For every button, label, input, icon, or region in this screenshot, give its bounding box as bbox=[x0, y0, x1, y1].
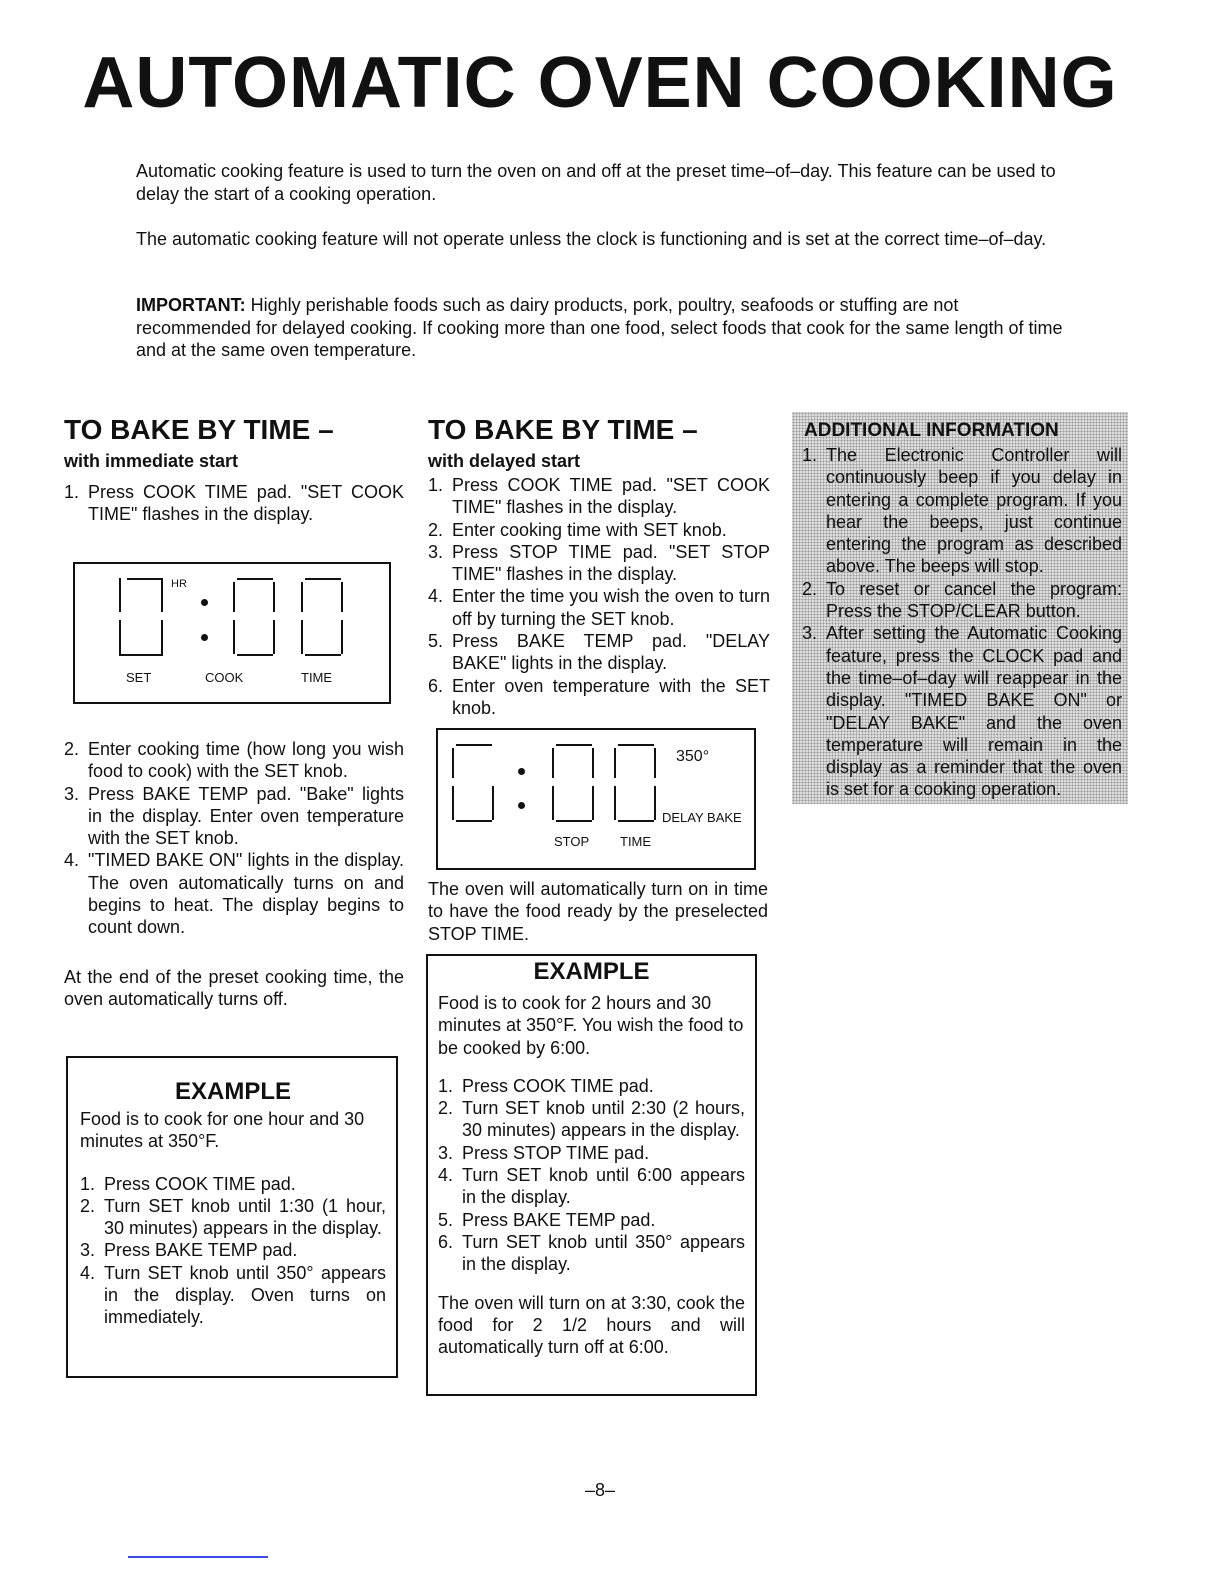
step-text: Press BAKE TEMP pad. bbox=[104, 1240, 298, 1261]
list-item bbox=[428, 541, 770, 586]
display-label-set: SET bbox=[126, 670, 152, 685]
colon-dot bbox=[518, 802, 525, 809]
display-label-stop: STOP bbox=[554, 834, 590, 849]
item-text: To reset or cancel the program: Press the STOP/CLEAR button. bbox=[826, 578, 1122, 622]
display-segment bbox=[301, 620, 303, 654]
item-text: The Electronic Controller will continuously beep if you delay in entering a complete program. If you hear the beeps, just continue entering the program as described above. The beeps will stop. bbox=[826, 445, 1122, 577]
delay-bake-label: DELAY BAKE bbox=[662, 810, 742, 825]
list-item bbox=[64, 849, 404, 938]
display-label-time: TIME bbox=[620, 834, 652, 849]
list-item bbox=[438, 1075, 745, 1097]
display-segment bbox=[654, 748, 656, 778]
display-segment bbox=[127, 578, 163, 580]
additional-information-panel bbox=[792, 412, 1128, 804]
item-text: After setting the Automatic Cooking feature, press the CLOCK pad and the time–of–day will reappear in the display. "TIMED BAKE ON" or "DELAY BAKE" and the oven temperature will remain in the display as a reminder that the oven is set for a cooking operation. bbox=[826, 623, 1122, 800]
list-item bbox=[428, 630, 770, 675]
step-number: 6. bbox=[428, 675, 444, 696]
temperature-label: 350° bbox=[676, 748, 710, 765]
display-segment bbox=[456, 820, 492, 822]
step-number: 3. bbox=[428, 541, 444, 562]
display-segment bbox=[119, 654, 163, 656]
display-segment bbox=[614, 786, 616, 820]
important-text: Highly perishable foods such as dairy products, pork, poultry, seafoods or stuffing are not recommended for delayed cooking. If cooking more than one food, select foods that cook for the same length of time and at the same oven temperature. bbox=[136, 295, 1063, 360]
display-segment bbox=[305, 654, 341, 656]
display-segment bbox=[237, 654, 273, 656]
item-number: 1. bbox=[802, 445, 818, 465]
list-item bbox=[428, 675, 770, 720]
step-number: 4. bbox=[428, 586, 444, 607]
display-segment bbox=[273, 582, 275, 612]
list-item bbox=[80, 1239, 386, 1261]
list-item bbox=[64, 783, 404, 850]
intro-paragraph-1: Automatic cooking feature is used to turn the oven on and off at the preset time–of–day. This feature can be used to delay the start of a cooking operation. bbox=[136, 161, 1056, 204]
important-label: IMPORTANT: bbox=[136, 295, 246, 315]
list-item bbox=[802, 578, 1122, 623]
display-segment bbox=[273, 620, 275, 654]
step-number: 1. bbox=[428, 475, 444, 495]
display-segment bbox=[618, 744, 654, 746]
step-text: "TIMED BAKE ON" lights in the display. The oven automatically turns on and begins to heat. The display begins to count down. bbox=[88, 850, 404, 938]
step-text: Press STOP TIME pad. "SET STOP TIME" flashes in the display. bbox=[452, 541, 770, 585]
delayed-heading: TO BAKE BY TIME – bbox=[428, 414, 698, 445]
important-paragraph bbox=[136, 294, 1076, 362]
step-text: Press BAKE TEMP pad. "Bake" lights in the display. Enter oven temperature with the SET knob. bbox=[88, 783, 404, 849]
list-item bbox=[80, 1262, 386, 1329]
delayed-example-box bbox=[426, 954, 757, 1396]
display-segment bbox=[552, 748, 554, 778]
immediate-steps-list bbox=[64, 738, 404, 939]
immediate-end-note: At the end of the preset cooking time, the oven automatically turns off. bbox=[64, 967, 404, 1010]
display-segment bbox=[492, 786, 494, 820]
list-item bbox=[438, 1231, 745, 1276]
step-number: 5. bbox=[428, 631, 444, 652]
step-text: Enter oven temperature with the SET knob. bbox=[452, 675, 770, 718]
example-intro: Food is to cook for 2 hours and 30 minutes at 350°F. You wish the food to be cooked by 6:00. bbox=[438, 993, 744, 1058]
step-number: 2. bbox=[64, 739, 80, 759]
step-text: Enter cooking time (how long you wish food to cook) with the SET knob. bbox=[88, 739, 404, 782]
list-item bbox=[438, 1142, 745, 1164]
immediate-example-box bbox=[66, 1056, 398, 1378]
step-number: 1. bbox=[64, 482, 80, 502]
display-label-time: TIME bbox=[301, 670, 333, 685]
step-number: 5. bbox=[438, 1209, 454, 1230]
display-segment bbox=[237, 578, 273, 580]
list-item bbox=[438, 1164, 745, 1209]
step-number: 4. bbox=[80, 1262, 96, 1283]
step-text: Enter cooking time with SET knob. bbox=[452, 519, 727, 540]
display-segment bbox=[119, 620, 121, 656]
list-item bbox=[428, 474, 770, 519]
delayed-note: The oven will automatically turn on in time to have the food ready by the preselected STOP TIME. bbox=[428, 879, 768, 944]
display-segment bbox=[654, 786, 656, 820]
step-text: Press COOK TIME pad. "SET COOK TIME" flashes in the display. bbox=[88, 482, 404, 525]
step-text: Turn SET knob until 6:00 appears in the display. bbox=[462, 1165, 745, 1208]
immediate-heading: TO BAKE BY TIME – bbox=[64, 414, 334, 445]
step-text: Press STOP TIME pad. bbox=[462, 1142, 650, 1163]
step-number: 3. bbox=[64, 783, 80, 804]
list-item bbox=[438, 1097, 745, 1142]
step-text: Turn SET knob until 2:30 (2 hours, 30 minutes) appears in the display. bbox=[462, 1098, 745, 1141]
page-title: AUTOMATIC OVEN COOKING bbox=[82, 43, 1118, 123]
list-item bbox=[428, 519, 770, 541]
step-number: 2. bbox=[438, 1098, 454, 1119]
display-segment bbox=[614, 748, 616, 778]
step-number: 2. bbox=[428, 519, 444, 540]
intro-paragraph-2: The automatic cooking feature will not operate unless the clock is functioning and is set at the correct time–of–day. bbox=[136, 229, 1047, 249]
display-segment bbox=[119, 578, 121, 612]
colon-dot bbox=[201, 634, 208, 641]
example-steps bbox=[438, 1075, 745, 1276]
step-text: Press COOK TIME pad. "SET COOK TIME" flashes in the display. bbox=[452, 475, 770, 518]
step-number: 4. bbox=[64, 850, 80, 871]
display-label-cook: COOK bbox=[205, 670, 244, 685]
display-segment bbox=[161, 620, 163, 656]
list-item bbox=[80, 1173, 386, 1195]
step-text: Turn SET knob until 350° appears in the display. Oven turns on immediately. bbox=[104, 1262, 386, 1328]
immediate-step1-list bbox=[64, 481, 404, 526]
step-number: 1. bbox=[80, 1173, 96, 1194]
hr-label: HR bbox=[171, 578, 187, 590]
delayed-steps-list bbox=[428, 474, 770, 719]
display-segment bbox=[592, 748, 594, 778]
footer-rule bbox=[128, 1556, 268, 1558]
step-number: 6. bbox=[438, 1231, 454, 1252]
colon-dot bbox=[518, 768, 525, 775]
additional-information-heading: ADDITIONAL INFORMATION bbox=[804, 420, 1059, 441]
delayed-subheading: with delayed start bbox=[428, 451, 581, 471]
step-number: 2. bbox=[80, 1195, 96, 1216]
step-text: Press BAKE TEMP pad. bbox=[462, 1209, 656, 1230]
display-segment bbox=[456, 744, 492, 746]
display-segment bbox=[452, 786, 454, 820]
display-segment bbox=[552, 786, 554, 820]
immediate-subheading: with immediate start bbox=[64, 451, 239, 471]
list-item bbox=[428, 585, 770, 630]
item-number: 2. bbox=[802, 578, 818, 599]
step-text: Press BAKE TEMP pad. "DELAY BAKE" lights in the display. bbox=[452, 631, 770, 674]
example-outro: The oven will turn on at 3:30, cook the food for 2 1/2 hours and will automatically turn off at 6:00. bbox=[438, 1292, 745, 1358]
page-number: –8– bbox=[584, 1480, 616, 1500]
list-item bbox=[438, 1209, 745, 1231]
step-text: Turn SET knob until 1:30 (1 hour, 30 minutes) appears in the display. bbox=[104, 1195, 386, 1239]
list-item bbox=[64, 481, 404, 526]
step-number: 3. bbox=[438, 1142, 454, 1163]
display-segment bbox=[301, 582, 303, 612]
display-segment bbox=[556, 820, 592, 822]
example-intro: Food is to cook for one hour and 30 minutes at 350°F. bbox=[80, 1109, 365, 1152]
list-item bbox=[802, 444, 1122, 578]
step-text: Press COOK TIME pad. bbox=[462, 1075, 654, 1096]
stop-time-display bbox=[436, 728, 756, 870]
display-segment bbox=[592, 786, 594, 820]
display-segment bbox=[618, 820, 654, 822]
step-number: 4. bbox=[438, 1165, 454, 1186]
step-text: Enter the time you wish the oven to turn off by turning the SET knob. bbox=[452, 586, 770, 629]
example-title: EXAMPLE bbox=[533, 958, 650, 985]
step-text: Press COOK TIME pad. bbox=[104, 1173, 296, 1194]
display-segment bbox=[341, 582, 343, 612]
cook-time-display bbox=[73, 562, 391, 704]
list-item bbox=[802, 622, 1122, 800]
display-segment bbox=[341, 620, 343, 654]
colon-dot bbox=[201, 599, 208, 606]
item-number: 3. bbox=[802, 623, 818, 644]
additional-information-list bbox=[792, 444, 1128, 801]
display-segment bbox=[233, 582, 235, 612]
display-segment bbox=[452, 748, 454, 778]
list-item bbox=[64, 738, 404, 783]
display-segment bbox=[556, 744, 592, 746]
list-item bbox=[80, 1195, 386, 1240]
display-segment bbox=[161, 578, 163, 612]
step-text: Turn SET knob until 350° appears in the display. bbox=[462, 1231, 745, 1275]
display-segment bbox=[233, 620, 235, 654]
step-number: 1. bbox=[438, 1075, 454, 1096]
step-number: 3. bbox=[80, 1240, 96, 1261]
example-steps bbox=[80, 1173, 386, 1329]
example-title: EXAMPLE bbox=[174, 1078, 291, 1105]
display-segment bbox=[305, 578, 341, 580]
